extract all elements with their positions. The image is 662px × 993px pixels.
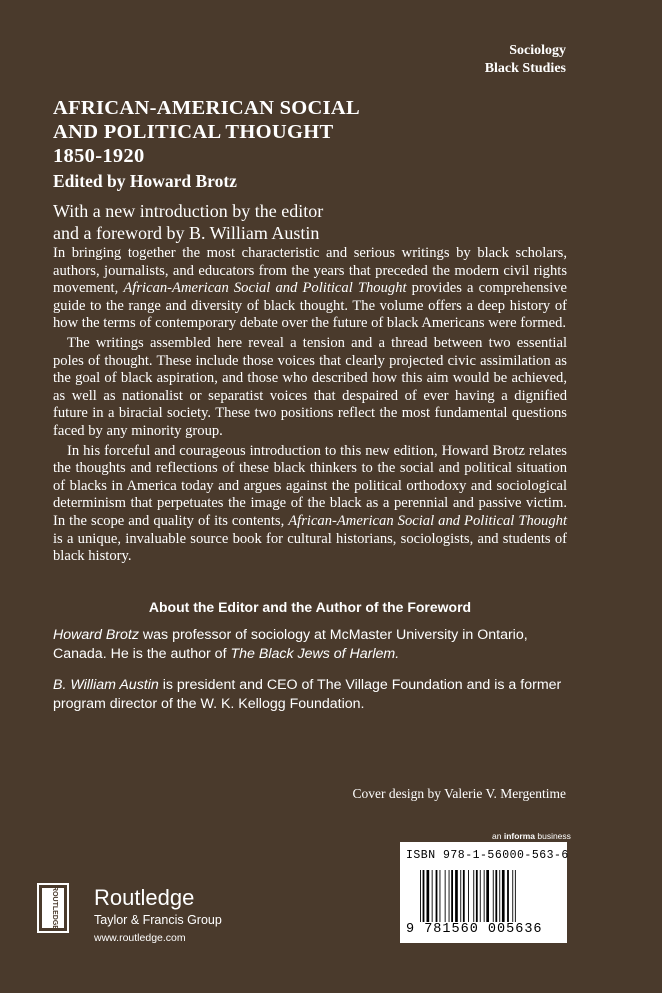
informa-tagline: [492, 831, 571, 841]
description-paragraph-3: [53, 443, 567, 566]
barcode-bars: [420, 870, 550, 922]
p3-text-a: In his forceful and courageous introduction to this new edition, Howard Brotz relates the thoughts and reflections of these black thinkers to the social and political situation of blacks in America today and argues against the political orthodoxy and sociological determinism that perpetuates the image of the black as a perennial and passive victim. In the scope and quality of its contents,: [53, 442, 567, 529]
foreword-author-bio-text: is president and CEO of The Village Foundation and is a former program director of the W. K. Kellogg Foundation.: [53, 677, 562, 712]
barcode-bar: [486, 870, 489, 922]
barcode-bar: [493, 870, 494, 922]
informa-brand: informa: [503, 831, 535, 841]
routledge-logo-icon: [36, 882, 86, 942]
barcode-bar: [495, 870, 497, 922]
about-heading: About the Editor and the Author of the Foreword: [148, 599, 472, 615]
barcode-bar: [455, 870, 458, 922]
title-line-3: 1850-1920: [53, 145, 145, 167]
barcode-bar: [468, 870, 469, 922]
p1-text-a: In bringing together the most characteristic and serious writings by black scholars, authors, journalists, and educators from the years that preceded the modern civil rights movement,: [53, 245, 567, 297]
foreword-author-name: B. William Austin: [53, 677, 159, 693]
barcode-bar: [502, 870, 505, 922]
barcode-bar: [451, 870, 453, 922]
intro-line-1: With a new introduction by the editor: [53, 201, 324, 221]
barcode-bar: [460, 870, 461, 922]
category-sociology: Sociology: [509, 43, 566, 58]
logo-text: ROUTLEDGE: [51, 886, 58, 930]
p3-text-b: is a unique, invaluable source book for cultural historians, sociologists, and students of black history.: [53, 530, 567, 565]
barcode-bar: [445, 870, 446, 922]
barcode-bar: [480, 870, 481, 922]
foreword-author-bio: [53, 676, 567, 714]
isbn-barcode: [400, 842, 567, 943]
introduction-credit: [53, 200, 573, 244]
description-paragraph-2: The writings assembled here reveal a tension and a thread between two essential poles of thought. These include those voices that clearly projected civic assimilation as the goal of black aspiration, and those who described how this aim would be achieved, as well as nationalist or separatist voices that despaired of ever having a dignified future in a biracial society. These two positions reflect the most fundamental questions faced by any minority group.: [53, 334, 567, 439]
p1-text-b: provides a comprehensive guide to the range and diversity of black thought. The volume offers a deep history of how the terms of contemporary debate over the future of black Americans were formed.: [53, 280, 567, 332]
cover-design-credit: Cover design by Valerie V. Mergentime: [352, 786, 566, 801]
editor-bio-text: was professor of sociology at McMaster University in Ontario, Canada. He is the author of: [53, 627, 528, 662]
barcode-bar: [507, 870, 509, 922]
description: [53, 245, 567, 566]
barcode-bar: [484, 870, 485, 922]
category-black-studies: Black Studies: [484, 61, 566, 76]
publisher-name: Routledge: [94, 885, 195, 910]
barcode-bar: [423, 870, 425, 922]
title-block: [53, 96, 573, 244]
isbn-number: ISBN 978-1-56000-563-6: [406, 849, 569, 862]
barcode-bar: [440, 870, 441, 922]
title-line-2: AND POLITICAL THOUGHT: [53, 121, 334, 143]
book-title: [53, 96, 573, 168]
barcode-bar: [463, 870, 465, 922]
description-paragraph-1: [53, 245, 567, 333]
barcode-bar: [499, 870, 500, 922]
barcode-bar: [420, 870, 421, 922]
editor-book-title: The Black Jews of Harlem.: [230, 646, 400, 662]
publisher-url: www.routledge.com: [94, 932, 186, 944]
barcode-bar: [515, 870, 516, 922]
p3-book-title: African-American Social and Political Thought: [288, 512, 568, 529]
intro-line-2: and a foreword by B. William Austin: [53, 223, 320, 243]
barcode-digits: 9 781560 005636: [406, 922, 543, 937]
barcode-bar: [476, 870, 478, 922]
editor-credit: Edited by Howard Brotz: [53, 171, 237, 191]
p1-book-title: African-American Social and Political Thought: [123, 280, 407, 297]
publisher-group: Taylor & Francis Group: [94, 913, 222, 927]
barcode-bar: [432, 870, 433, 922]
barcode-bar: [436, 870, 438, 922]
barcode-bar: [512, 870, 513, 922]
informa-prefix: an: [492, 831, 504, 841]
barcode-bar: [473, 870, 474, 922]
title-line-1: AFRICAN-AMERICAN SOCIAL: [53, 97, 361, 119]
about-section: [53, 598, 567, 726]
barcode-bar: [449, 870, 450, 922]
subject-category: [485, 42, 566, 78]
informa-suffix: business: [535, 831, 571, 841]
editor-bio: [53, 626, 567, 664]
barcode-bar: [427, 870, 430, 922]
editor-name: Howard Brotz: [53, 627, 139, 643]
